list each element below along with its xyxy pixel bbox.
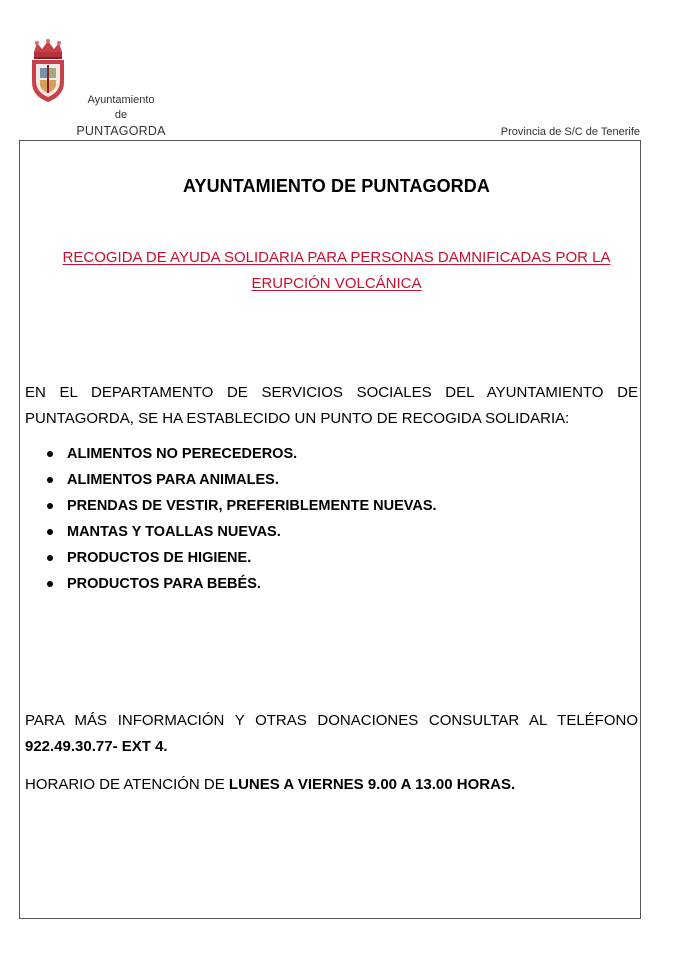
province-label: Provincia de S/C de Tenerife — [500, 126, 640, 138]
list-item: ALIMENTOS PARA ANIMALES. — [45, 467, 437, 493]
donation-items-list — [45, 441, 437, 597]
hours-prefix: HORARIO DE ATENCIÓN DE — [25, 776, 229, 793]
info-phone: 922.49.30.77- EXT 4. — [25, 738, 168, 755]
list-item: MANTAS Y TOALLAS NUEVAS. — [45, 519, 437, 545]
list-item: PRENDAS DE VESTIR, PREFERIBLEMENTE NUEVAS. — [45, 493, 437, 519]
intro-line-1: EN EL DEPARTAMENTO DE SERVICIOS SOCIALES DEL AYUNTAMIENTO DE — [25, 384, 638, 401]
intro-paragraph — [25, 380, 638, 432]
subtitle-line-1: RECOGIDA DE AYUDA SOLIDARIA PARA PERSONAS DAMNIFICADAS POR LA — [62, 249, 611, 266]
municipal-crest-icon — [28, 38, 68, 104]
info-paragraph — [25, 708, 638, 760]
subtitle-line-2: ERUPCIÓN VOLCÁNICA — [251, 275, 422, 292]
hours-value: LUNES A VIERNES 9.00 A 13.00 HORAS. — [228, 776, 516, 793]
intro-line-2: PUNTAGORDA, SE HA ESTABLECIDO UN PUNTO DE RECOGIDA SOLIDARIA: — [25, 410, 570, 427]
list-item: PRODUCTOS PARA BEBÉS. — [45, 571, 437, 597]
document-title: AYUNTAMIENTO DE PUNTAGORDA — [183, 176, 490, 196]
document-subtitle — [40, 245, 633, 297]
list-item: ALIMENTOS NO PERECEDEROS. — [45, 441, 437, 467]
municipality-line-3: PUNTAGORDA — [76, 124, 166, 138]
list-item: PRODUCTOS DE HIGIENE. — [45, 545, 437, 571]
municipality-line-1: Ayuntamiento — [87, 94, 155, 106]
municipality-line-2: de — [114, 109, 128, 121]
hours-paragraph — [25, 772, 515, 798]
municipality-label — [66, 93, 176, 139]
info-line-1: PARA MÁS INFORMACIÓN Y OTRAS DONACIONES CONSULTAR AL TELÉFONO — [25, 712, 638, 729]
